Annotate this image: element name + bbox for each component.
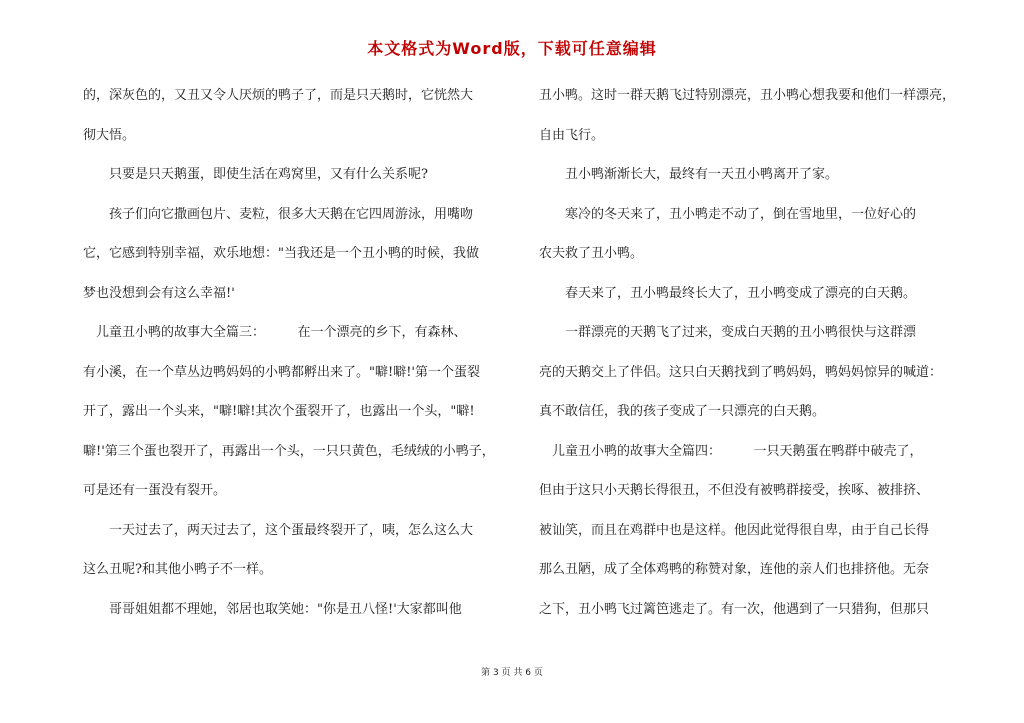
text-line: 亮的天鹅交上了伴侣。这只白天鹅找到了鸭妈妈，鸭妈妈惊异的喊道： [539,364,943,380]
text-line: 孩子们向它撒画包片、麦粒，很多大天鹅在它四周游泳，用嘴吻 [83,206,474,222]
left-column [83,76,523,629]
text-line: 哥哥姐姐都不理她，邻居也取笑她："你是丑八怪!'大家都叫他 [83,601,462,617]
text-line: 丑小鸭。这时一群天鹅飞过特别漂亮，丑小鸭心想我要和他们一样漂亮， [539,88,956,103]
text-line: 一天过去了，两天过去了，这个蛋最终裂开了，咦，怎么这么大 [83,522,474,538]
text-line: 被讪笑，而且在鸡群中也是这样。他因此觉得很自卑，由于自己长得 [539,522,930,538]
text-line: 但由于这只小天鹅长得很丑，不但没有被鸭群接受，挨啄、被排挤、 [539,483,930,498]
text-line: 只要是只天鹅蛋，即使生活在鸡窝里，又有什么关系呢? [83,167,428,182]
text-line: 春天来了，丑小鸭最终长大了，丑小鸭变成了漂亮的白天鹅。 [539,285,917,301]
page-number: 第 3 页 共 6 页 [481,668,543,678]
text-line: 农夫救了丑小鸭。 [539,246,644,261]
text-line: 真不敢信任，我的孩子变成了一只漂亮的白天鹅。 [539,404,826,419]
section-heading-line: 儿童丑小鸭的故事大全篇四： 一只天鹅蛋在鸭群中破壳了， [539,443,923,459]
text-line: 自由飞行。 [539,127,605,143]
text-line: 寒冷的冬天来了，丑小鸭走不动了，倒在雪地里，一位好心的 [539,206,917,222]
text-line: 它，它感到特别幸福，欢乐地想："当我还是一个丑小鸭的时候，我做 [83,246,479,261]
text-line: 有小溪，在一个草丛边鸭妈妈的小鸭都孵出来了。"噼!噼!'第一个蛋裂 [83,364,481,380]
text-line: 彻大悟。 [83,127,136,143]
text-line: 那么丑陋，成了全体鸡鸭的称赞对象，连他的亲人们也排挤他。无奈 [539,562,930,577]
text-line: 梦也没想到会有这么幸福!' [83,285,235,301]
text-line: 开了，露出一个头来，"噼!噼!其次个蛋裂开了，也露出一个头，"噼! [83,404,475,419]
text-line: 这么丑呢?和其他小鸭子不一样。 [83,562,272,577]
document-banner: 本文格式为Word版，下载可任意编辑 [367,39,657,58]
text-line: 之下，丑小鸭飞过篱笆逃走了。有一次，他遇到了一只猎狗，但那只 [539,601,930,617]
text-line: 噼!'第三个蛋也裂开了，再露出一个头，一只只黄色，毛绒绒的小鸭子， [83,443,495,459]
text-line: 可是还有一蛋没有裂开。 [83,483,227,498]
text-line: 丑小鸭渐渐长大，最终有一天丑小鸭离开了家。 [539,167,839,182]
section-heading-line: 儿童丑小鸭的故事大全篇三： 在一个漂亮的乡下，有森林、 [83,325,467,340]
right-column [539,76,971,629]
text-line: 的，深灰色的，又丑又令人厌烦的鸭子了，而是只天鹅时，它恍然大 [83,88,474,103]
text-line: 一群漂亮的天鹅飞了过来，变成白天鹅的丑小鸭很快与这群漂 [539,325,917,340]
